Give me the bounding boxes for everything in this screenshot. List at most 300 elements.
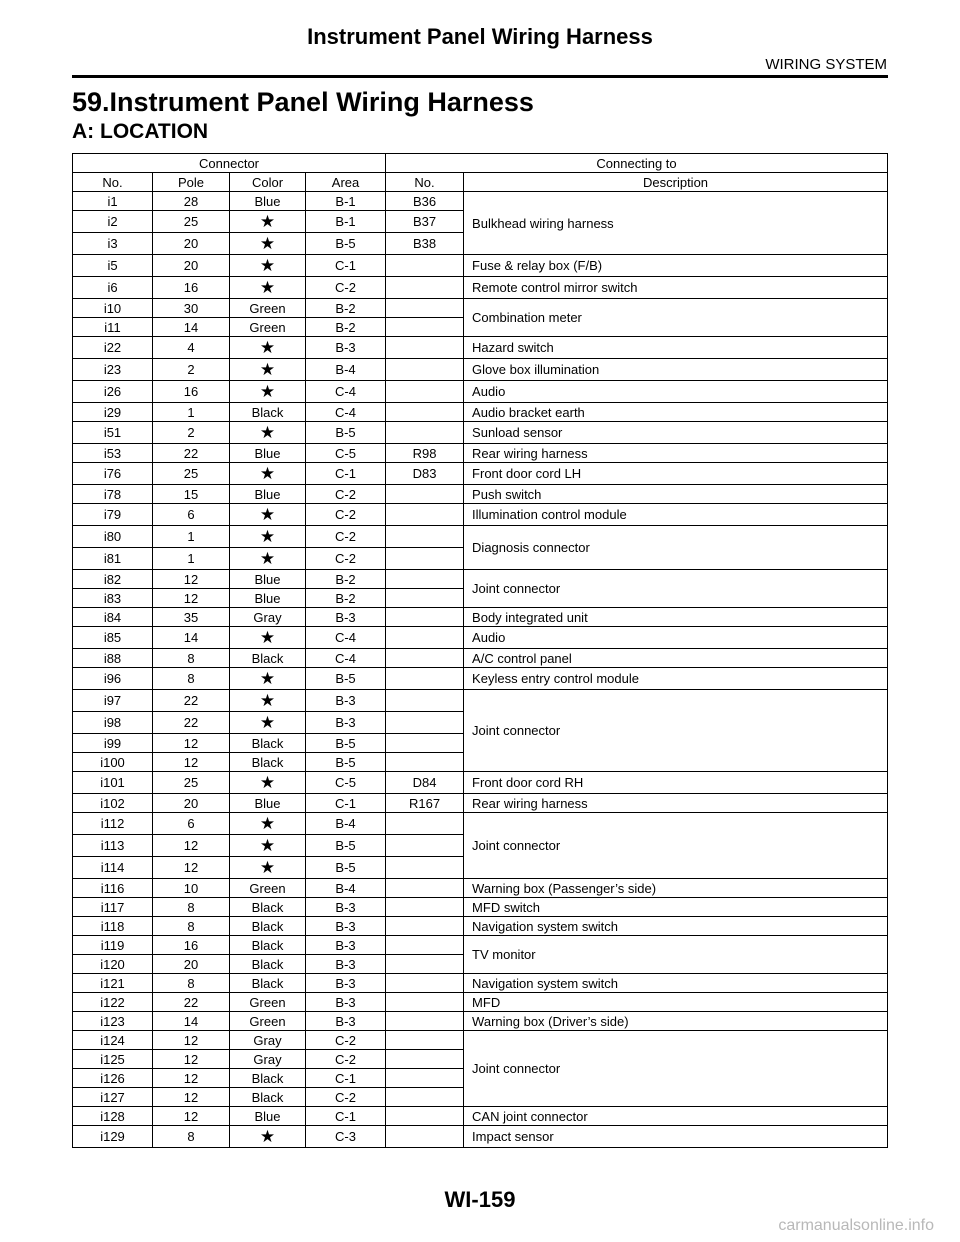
watermark: carmanualsonline.info [778, 1217, 934, 1234]
color-cell: Black [230, 898, 306, 917]
area-cell: B-3 [306, 608, 386, 627]
description-cell: CAN joint connector [464, 1107, 888, 1126]
description-cell: Sunload sensor [464, 422, 888, 444]
description-cell: Audio [464, 381, 888, 403]
star-icon: ★ [230, 255, 306, 277]
connecting-no-cell [386, 813, 464, 835]
table-row [73, 1031, 888, 1050]
description-cell: Diagnosis connector [464, 526, 888, 570]
pole-cell: 14 [153, 627, 230, 649]
description-cell: MFD [464, 993, 888, 1012]
color-cell: Blue [230, 589, 306, 608]
area-cell: C-2 [306, 548, 386, 570]
connector-no-cell: i124 [73, 1031, 153, 1050]
connecting-no-cell [386, 318, 464, 337]
color-cell: Blue [230, 1107, 306, 1126]
column-header-color: Color [230, 173, 306, 192]
color-cell: Gray [230, 608, 306, 627]
document-title: 59.Instrument Panel Wiring Harness [72, 87, 534, 117]
area-cell: B-4 [306, 879, 386, 898]
pole-cell: 6 [153, 504, 230, 526]
pole-cell: 10 [153, 879, 230, 898]
description-cell: Hazard switch [464, 337, 888, 359]
table-row [73, 277, 888, 299]
table-row [73, 255, 888, 277]
table-row [73, 403, 888, 422]
connecting-no-cell: D83 [386, 463, 464, 485]
area-cell: C-2 [306, 1031, 386, 1050]
pole-cell: 20 [153, 233, 230, 255]
column-header-area: Area [306, 173, 386, 192]
pole-cell: 12 [153, 753, 230, 772]
pole-cell: 8 [153, 1126, 230, 1148]
connecting-no-cell [386, 526, 464, 548]
description-cell: Joint connector [464, 1031, 888, 1107]
pole-cell: 8 [153, 649, 230, 668]
connecting-no-cell [386, 753, 464, 772]
pole-cell: 8 [153, 668, 230, 690]
description-cell: Rear wiring harness [464, 444, 888, 463]
pole-cell: 12 [153, 1088, 230, 1107]
connecting-no-cell [386, 1107, 464, 1126]
color-cell: Green [230, 318, 306, 337]
connecting-no-cell [386, 835, 464, 857]
connector-no-cell: i26 [73, 381, 153, 403]
table-row [73, 608, 888, 627]
description-cell: Warning box (Driver’s side) [464, 1012, 888, 1031]
description-cell: Bulkhead wiring harness [464, 192, 888, 255]
area-cell: C-3 [306, 1126, 386, 1148]
description-cell: Rear wiring harness [464, 794, 888, 813]
column-header-no: No. [73, 173, 153, 192]
connector-no-cell: i53 [73, 444, 153, 463]
area-cell: B-2 [306, 589, 386, 608]
table-row [73, 337, 888, 359]
area-cell: B-4 [306, 359, 386, 381]
area-cell: B-2 [306, 318, 386, 337]
area-cell: B-5 [306, 734, 386, 753]
description-cell: Keyless entry control module [464, 668, 888, 690]
connector-no-cell: i126 [73, 1069, 153, 1088]
color-cell: Green [230, 1012, 306, 1031]
description-cell: Impact sensor [464, 1126, 888, 1148]
table-row [73, 504, 888, 526]
table-row [73, 299, 888, 318]
description-cell: Warning box (Passenger’s side) [464, 879, 888, 898]
connector-no-cell: i3 [73, 233, 153, 255]
pole-cell: 12 [153, 1107, 230, 1126]
area-cell: C-4 [306, 627, 386, 649]
star-icon: ★ [230, 211, 306, 233]
color-cell: Black [230, 1069, 306, 1088]
pole-cell: 35 [153, 608, 230, 627]
star-icon: ★ [230, 463, 306, 485]
star-icon: ★ [230, 627, 306, 649]
table-row [73, 649, 888, 668]
connector-no-cell: i122 [73, 993, 153, 1012]
connecting-no-cell: B37 [386, 211, 464, 233]
section-subtitle: A: LOCATION [72, 120, 209, 143]
connecting-no-cell [386, 974, 464, 993]
pole-cell: 4 [153, 337, 230, 359]
connecting-no-cell: B36 [386, 192, 464, 211]
column-header-pole: Pole [153, 173, 230, 192]
table-row [73, 974, 888, 993]
description-cell: Remote control mirror switch [464, 277, 888, 299]
description-cell: Joint connector [464, 570, 888, 608]
table-row [73, 772, 888, 794]
area-cell: C-1 [306, 1107, 386, 1126]
pole-cell: 2 [153, 359, 230, 381]
area-cell: C-1 [306, 1069, 386, 1088]
pole-cell: 22 [153, 993, 230, 1012]
area-cell: C-1 [306, 255, 386, 277]
color-cell: Blue [230, 570, 306, 589]
area-cell: C-4 [306, 403, 386, 422]
connector-no-cell: i121 [73, 974, 153, 993]
connector-no-cell: i97 [73, 690, 153, 712]
connector-no-cell: i10 [73, 299, 153, 318]
connecting-no-cell [386, 381, 464, 403]
pole-cell: 16 [153, 277, 230, 299]
connector-no-cell: i98 [73, 712, 153, 734]
color-cell: Black [230, 403, 306, 422]
color-cell: Blue [230, 444, 306, 463]
connecting-no-cell [386, 857, 464, 879]
pole-cell: 20 [153, 955, 230, 974]
connecting-no-cell [386, 359, 464, 381]
connecting-no-cell [386, 504, 464, 526]
connector-no-cell: i101 [73, 772, 153, 794]
description-cell: TV monitor [464, 936, 888, 974]
table-row [73, 993, 888, 1012]
star-icon: ★ [230, 712, 306, 734]
pole-cell: 25 [153, 772, 230, 794]
area-cell: B-3 [306, 974, 386, 993]
connecting-no-cell [386, 255, 464, 277]
area-cell: C-5 [306, 444, 386, 463]
color-cell: Gray [230, 1031, 306, 1050]
pole-cell: 12 [153, 734, 230, 753]
connecting-no-cell [386, 734, 464, 753]
connecting-no-cell [386, 1069, 464, 1088]
table-row [73, 936, 888, 955]
description-cell: Push switch [464, 485, 888, 504]
description-cell: Front door cord RH [464, 772, 888, 794]
description-cell: Navigation system switch [464, 974, 888, 993]
connector-no-cell: i76 [73, 463, 153, 485]
connector-no-cell: i81 [73, 548, 153, 570]
connector-no-cell: i51 [73, 422, 153, 444]
pole-cell: 12 [153, 589, 230, 608]
page-header-title: Instrument Panel Wiring Harness [307, 24, 653, 49]
connector-no-cell: i1 [73, 192, 153, 211]
star-icon: ★ [230, 277, 306, 299]
connecting-no-cell [386, 917, 464, 936]
area-cell: B-2 [306, 299, 386, 318]
connecting-no-cell [386, 649, 464, 668]
star-icon: ★ [230, 381, 306, 403]
area-cell: C-4 [306, 649, 386, 668]
color-cell: Black [230, 917, 306, 936]
connector-no-cell: i120 [73, 955, 153, 974]
pole-cell: 20 [153, 794, 230, 813]
connector-no-cell: i128 [73, 1107, 153, 1126]
area-cell: B-4 [306, 813, 386, 835]
area-cell: C-4 [306, 381, 386, 403]
connecting-no-cell [386, 403, 464, 422]
connector-no-cell: i113 [73, 835, 153, 857]
pole-cell: 12 [153, 835, 230, 857]
connecting-no-cell [386, 570, 464, 589]
connecting-no-cell [386, 1050, 464, 1069]
connector-no-cell: i6 [73, 277, 153, 299]
area-cell: B-2 [306, 570, 386, 589]
area-cell: B-1 [306, 211, 386, 233]
star-icon: ★ [230, 422, 306, 444]
star-icon: ★ [230, 337, 306, 359]
pole-cell: 14 [153, 1012, 230, 1031]
pole-cell: 8 [153, 898, 230, 917]
connector-no-cell: i11 [73, 318, 153, 337]
area-cell: B-5 [306, 233, 386, 255]
area-cell: C-5 [306, 772, 386, 794]
star-icon: ★ [230, 359, 306, 381]
connecting-no-cell [386, 936, 464, 955]
connecting-no-cell [386, 1126, 464, 1148]
area-cell: B-3 [306, 993, 386, 1012]
description-cell: Front door cord LH [464, 463, 888, 485]
color-cell: Green [230, 879, 306, 898]
connector-no-cell: i29 [73, 403, 153, 422]
connecting-no-cell [386, 668, 464, 690]
star-icon: ★ [230, 772, 306, 794]
area-cell: B-3 [306, 936, 386, 955]
area-cell: B-3 [306, 690, 386, 712]
table-row [73, 879, 888, 898]
table-row [73, 1107, 888, 1126]
table-row [73, 570, 888, 589]
star-icon: ★ [230, 233, 306, 255]
pole-cell: 25 [153, 463, 230, 485]
connector-no-cell: i5 [73, 255, 153, 277]
description-cell: Illumination control module [464, 504, 888, 526]
star-icon: ★ [230, 548, 306, 570]
column-header-row [73, 173, 888, 192]
color-cell: Blue [230, 794, 306, 813]
table-row [73, 485, 888, 504]
pole-cell: 12 [153, 570, 230, 589]
pole-cell: 12 [153, 857, 230, 879]
pole-cell: 20 [153, 255, 230, 277]
column-header-connecting-no: No. [386, 173, 464, 192]
connecting-no-cell [386, 1088, 464, 1107]
table-row [73, 463, 888, 485]
color-cell: Black [230, 936, 306, 955]
description-cell: Audio [464, 627, 888, 649]
area-cell: C-2 [306, 485, 386, 504]
connecting-no-cell [386, 485, 464, 504]
area-cell: B-5 [306, 422, 386, 444]
description-cell: A/C control panel [464, 649, 888, 668]
connecting-no-cell [386, 898, 464, 917]
pole-cell: 12 [153, 1050, 230, 1069]
connecting-no-cell [386, 608, 464, 627]
area-cell: B-3 [306, 917, 386, 936]
table-row [73, 917, 888, 936]
table-body [73, 192, 888, 1148]
table-row [73, 444, 888, 463]
color-cell: Black [230, 1088, 306, 1107]
color-cell: Black [230, 955, 306, 974]
pole-cell: 12 [153, 1069, 230, 1088]
connector-no-cell: i83 [73, 589, 153, 608]
description-cell: Joint connector [464, 813, 888, 879]
connector-no-cell: i100 [73, 753, 153, 772]
pole-cell: 28 [153, 192, 230, 211]
connecting-no-cell [386, 712, 464, 734]
description-cell: Joint connector [464, 690, 888, 772]
connector-no-cell: i119 [73, 936, 153, 955]
connecting-no-cell [386, 548, 464, 570]
description-cell: Body integrated unit [464, 608, 888, 627]
connecting-no-cell [386, 955, 464, 974]
area-cell: B-3 [306, 955, 386, 974]
area-cell: B-3 [306, 898, 386, 917]
area-cell: B-3 [306, 337, 386, 359]
table-row [73, 192, 888, 211]
description-cell: MFD switch [464, 898, 888, 917]
connector-no-cell: i96 [73, 668, 153, 690]
area-cell: B-1 [306, 192, 386, 211]
connecting-no-cell [386, 589, 464, 608]
connecting-no-cell [386, 879, 464, 898]
connecting-no-cell [386, 337, 464, 359]
area-cell: B-5 [306, 668, 386, 690]
group-header-connecting-to: Connecting to [386, 154, 888, 173]
description-cell: Audio bracket earth [464, 403, 888, 422]
connector-no-cell: i88 [73, 649, 153, 668]
connecting-no-cell: R98 [386, 444, 464, 463]
table-row [73, 381, 888, 403]
color-cell: Black [230, 734, 306, 753]
connector-no-cell: i79 [73, 504, 153, 526]
connecting-no-cell [386, 690, 464, 712]
description-cell: Combination meter [464, 299, 888, 337]
area-cell: C-2 [306, 1088, 386, 1107]
color-cell: Blue [230, 485, 306, 504]
table-row [73, 668, 888, 690]
connector-no-cell: i112 [73, 813, 153, 835]
area-cell: C-1 [306, 463, 386, 485]
star-icon: ★ [230, 526, 306, 548]
connecting-no-cell [386, 299, 464, 318]
color-cell: Green [230, 993, 306, 1012]
star-icon: ★ [230, 504, 306, 526]
connecting-no-cell [386, 422, 464, 444]
connector-no-cell: i84 [73, 608, 153, 627]
area-cell: C-2 [306, 504, 386, 526]
connector-no-cell: i82 [73, 570, 153, 589]
color-cell: Black [230, 753, 306, 772]
star-icon: ★ [230, 835, 306, 857]
pole-cell: 8 [153, 974, 230, 993]
table-row [73, 526, 888, 548]
table-row [73, 813, 888, 835]
header-divider [72, 75, 888, 78]
description-cell: Glove box illumination [464, 359, 888, 381]
connector-table [72, 153, 888, 1148]
pole-cell: 22 [153, 444, 230, 463]
connecting-no-cell [386, 277, 464, 299]
table-row [73, 898, 888, 917]
area-cell: B-5 [306, 835, 386, 857]
pole-cell: 22 [153, 712, 230, 734]
connector-no-cell: i99 [73, 734, 153, 753]
connecting-no-cell: B38 [386, 233, 464, 255]
description-cell: Fuse & relay box (F/B) [464, 255, 888, 277]
color-cell: Black [230, 649, 306, 668]
pole-cell: 12 [153, 1031, 230, 1050]
table-row [73, 422, 888, 444]
group-header-row [73, 154, 888, 173]
connector-no-cell: i85 [73, 627, 153, 649]
pole-cell: 16 [153, 381, 230, 403]
star-icon: ★ [230, 1126, 306, 1148]
table-row [73, 359, 888, 381]
connector-no-cell: i23 [73, 359, 153, 381]
connector-no-cell: i129 [73, 1126, 153, 1148]
connector-no-cell: i78 [73, 485, 153, 504]
connector-no-cell: i125 [73, 1050, 153, 1069]
pole-cell: 1 [153, 548, 230, 570]
connecting-no-cell [386, 1012, 464, 1031]
connecting-no-cell [386, 993, 464, 1012]
page-number: WI-159 [444, 1187, 516, 1212]
section-label: WIRING SYSTEM [765, 56, 887, 73]
pole-cell: 25 [153, 211, 230, 233]
connector-no-cell: i2 [73, 211, 153, 233]
pole-cell: 1 [153, 526, 230, 548]
area-cell: C-2 [306, 526, 386, 548]
table-row [73, 627, 888, 649]
connecting-no-cell: D84 [386, 772, 464, 794]
area-cell: C-1 [306, 794, 386, 813]
table-row [73, 1012, 888, 1031]
color-cell: Black [230, 974, 306, 993]
area-cell: B-3 [306, 1012, 386, 1031]
group-header-connector: Connector [73, 154, 386, 173]
pole-cell: 15 [153, 485, 230, 504]
connecting-no-cell: R167 [386, 794, 464, 813]
area-cell: C-2 [306, 277, 386, 299]
connector-no-cell: i22 [73, 337, 153, 359]
table-row [73, 690, 888, 712]
connector-no-cell: i116 [73, 879, 153, 898]
table-row [73, 1126, 888, 1148]
star-icon: ★ [230, 668, 306, 690]
area-cell: B-5 [306, 857, 386, 879]
connector-no-cell: i117 [73, 898, 153, 917]
connector-no-cell: i123 [73, 1012, 153, 1031]
pole-cell: 6 [153, 813, 230, 835]
connector-no-cell: i102 [73, 794, 153, 813]
pole-cell: 30 [153, 299, 230, 318]
pole-cell: 16 [153, 936, 230, 955]
pole-cell: 22 [153, 690, 230, 712]
pole-cell: 2 [153, 422, 230, 444]
star-icon: ★ [230, 857, 306, 879]
